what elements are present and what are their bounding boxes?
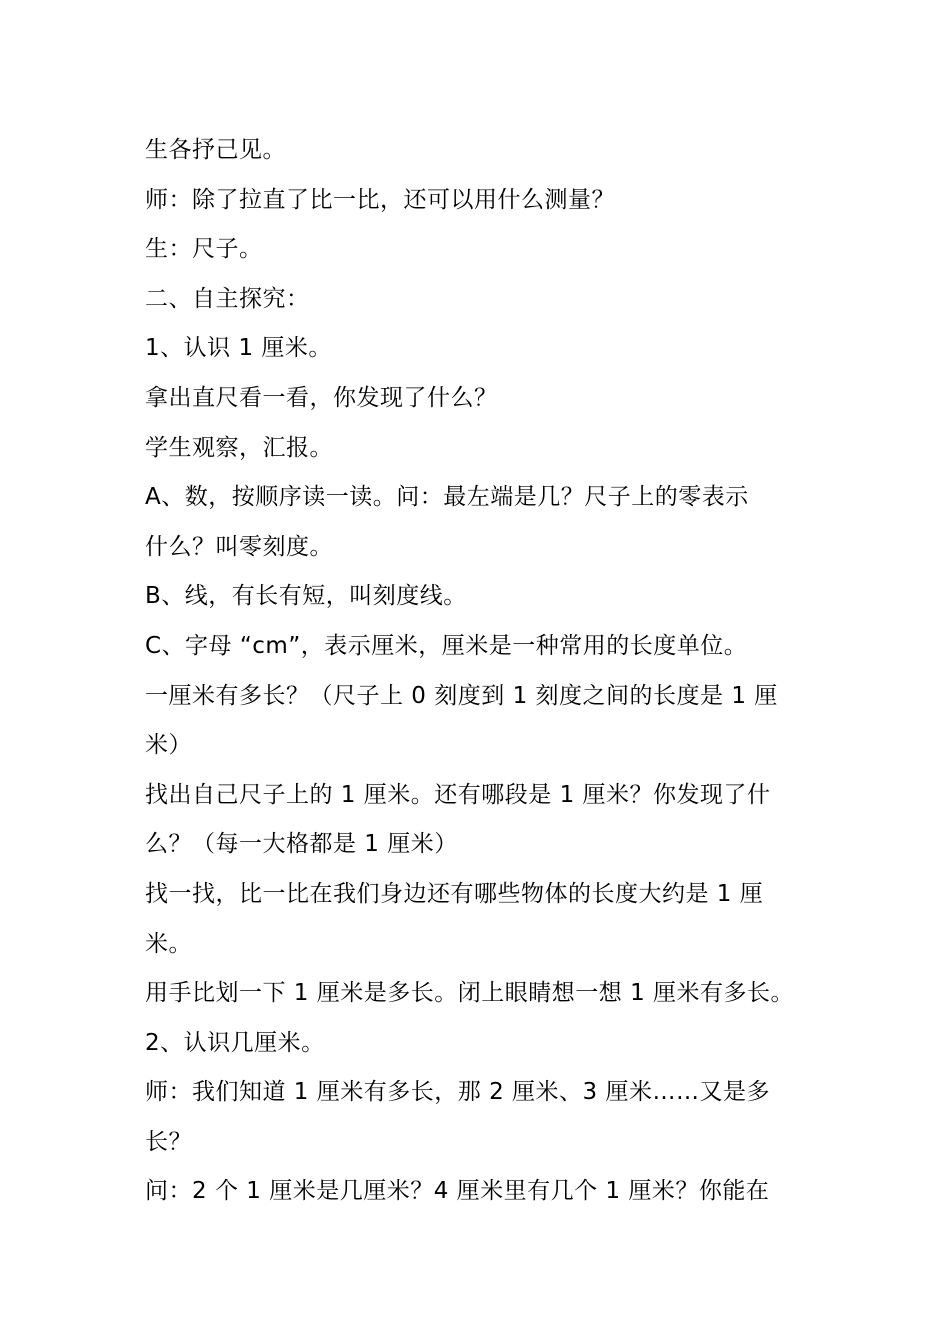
text-line: 找一找，比一比在我们身边还有哪些物体的长度大约是 1 厘 [145, 880, 764, 907]
subsection-heading: 1、认识 1 厘米。 [145, 335, 332, 362]
text-line: 学生观察，汇报。 [145, 434, 333, 461]
document-body [145, 126, 825, 1217]
text-line: 长？ [145, 1128, 192, 1155]
text-line: 生各抒己见。 [145, 137, 286, 163]
text-line: B、线，有长有短，叫刻度线。 [145, 583, 467, 610]
text-line: 么？（每一大格都是 1 厘米） [145, 831, 458, 858]
text-line: 用手比划一下 1 厘米是多长。闭上眼睛想一想 1 厘米有多长。 [145, 980, 795, 1007]
text-line: 师：我们知道 1 厘米有多长，那 2 厘米、3 厘米……又是多 [145, 1079, 770, 1106]
text-line: 什么？叫零刻度。 [145, 533, 333, 560]
text-line: 问：2 个 1 厘米是几厘米？4 厘米里有几个 1 厘米？你能在 [145, 1178, 770, 1205]
text-line: 生：尺子。 [145, 236, 263, 263]
text-line: 一厘米有多长？（尺子上 0 刻度到 1 刻度之间的长度是 1 厘 [145, 682, 778, 709]
subsection-heading: 2、认识几厘米。 [145, 1029, 325, 1056]
text-line: 拿出直尺看一看，你发现了什么？ [145, 384, 498, 411]
section-heading: 二、自主探究： [145, 285, 310, 312]
text-line: 师：除了拉直了比一比，还可以用什么测量？ [145, 186, 615, 213]
text-line: 找出自己尺子上的 1 厘米。还有哪段是 1 厘米？你发现了什 [145, 781, 771, 808]
text-line: C、字母 “cm”，表示厘米，厘米是一种常用的长度单位。 [145, 632, 748, 659]
text-line: 米。 [145, 930, 192, 957]
text-line: 米） [145, 732, 192, 759]
text-line: A、数，按顺序读一读。问：最左端是几？尺子上的零表示 [145, 484, 749, 511]
